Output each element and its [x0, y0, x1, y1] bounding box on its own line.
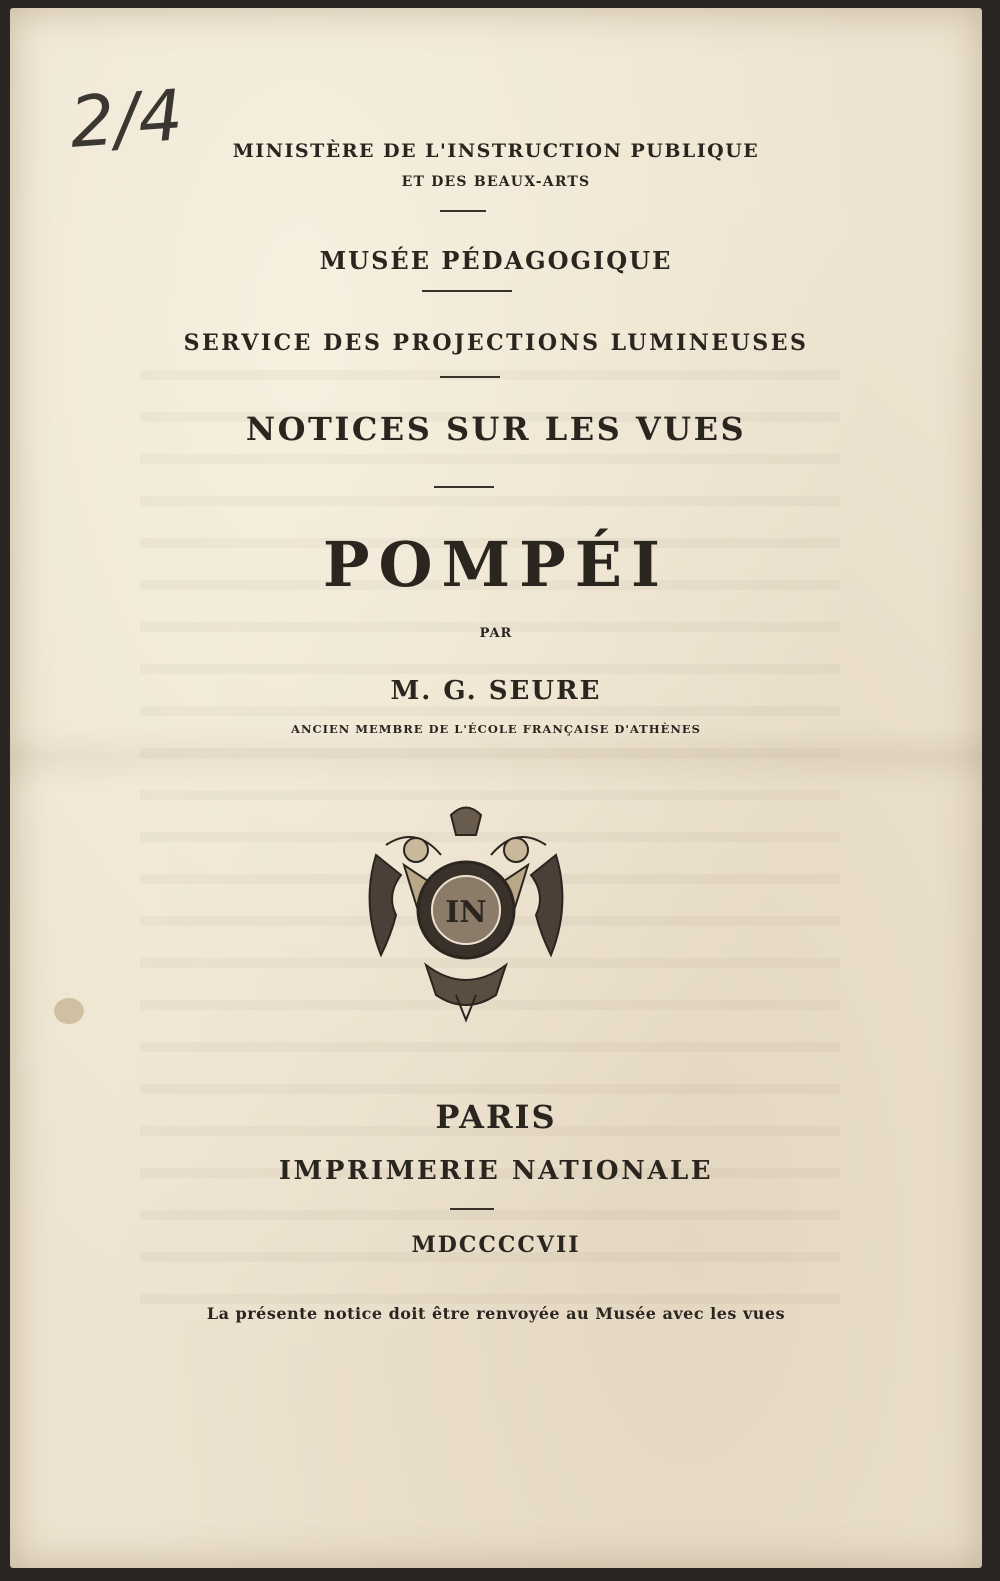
printer-name: IMPRIMERIE NATIONALE [278, 1156, 714, 1186]
notices-title: NOTICES SUR LES VUES [245, 410, 747, 448]
printer-emblem-icon [356, 795, 576, 1025]
par-label: PAR [479, 626, 513, 641]
publication-year: MDCCCCVII [411, 1232, 581, 1258]
author-name: M. G. SEURE [390, 676, 602, 706]
divider-4 [434, 486, 494, 488]
service-title: SERVICE DES PROJECTIONS LUMINEUSES [183, 330, 809, 356]
document-page [10, 8, 982, 1568]
divider-3 [440, 376, 500, 378]
divider-5 [450, 1208, 494, 1210]
main-title: POMPÉI [322, 528, 670, 601]
handwritten-mark: 2/4 [67, 74, 186, 164]
ministry-line1: MINISTÈRE DE L'INSTRUCTION PUBLIQUE [232, 140, 760, 162]
divider-1 [440, 210, 486, 212]
emblem-letters: IN [445, 895, 487, 930]
author-role: ANCIEN MEMBRE DE L'ÉCOLE FRANÇAISE D'ATHÈNES [291, 722, 701, 736]
divider-2 [422, 290, 512, 292]
return-notice: La présente notice doit être renvoyée au Musée avec les vues [206, 1304, 786, 1323]
city-name: PARIS [435, 1098, 557, 1136]
paper-stain [54, 998, 84, 1024]
museum-title: MUSÉE PÉDAGOGIQUE [319, 246, 673, 275]
ministry-line2: ET DES BEAUX-ARTS [401, 174, 591, 190]
